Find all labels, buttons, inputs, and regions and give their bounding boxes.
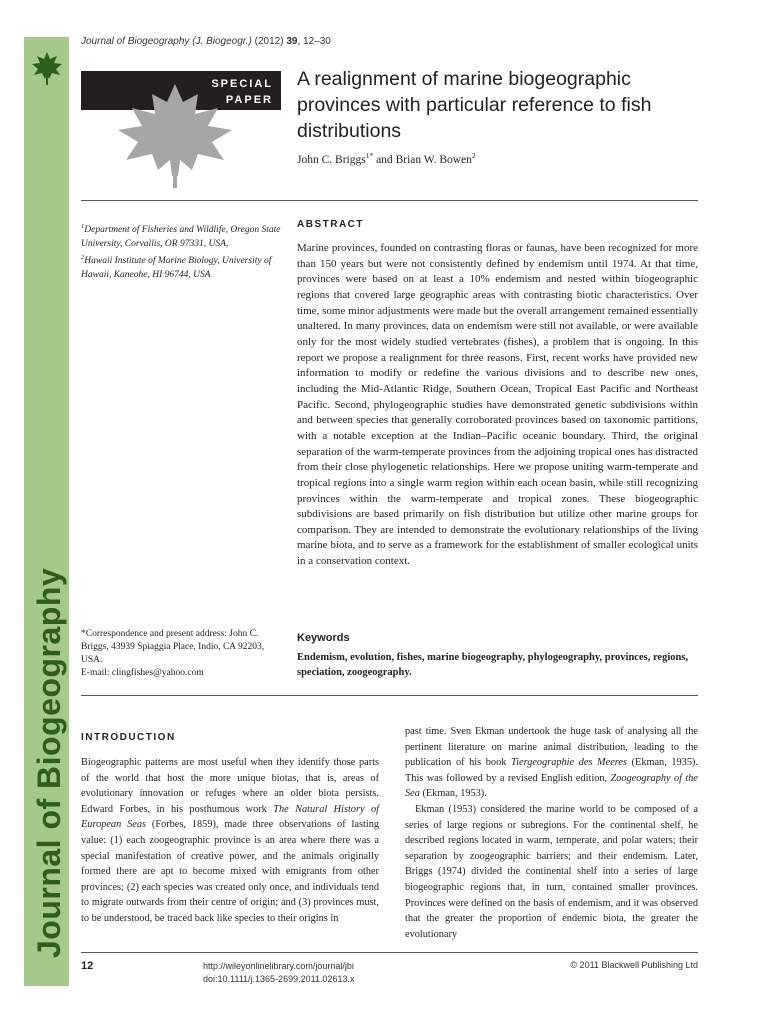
correspondence-email: E-mail: clingfishes@yahoo.com <box>81 668 204 678</box>
affiliation-1 <box>81 220 286 251</box>
page-number: 12 <box>81 960 94 972</box>
author-1-affiliation-mark: 1* <box>365 151 374 160</box>
author-connector: and <box>373 153 396 166</box>
body-column-left <box>81 755 379 927</box>
affiliation-1-text: Department of Fisheries and Wildlife, Oregon State University, Corvallis, OR 97331, USA, <box>81 225 281 250</box>
doi-link[interactable]: doi:10.1111/j.1365-2699.2011.02613.x <box>203 974 355 984</box>
keywords-heading: Keywords <box>297 632 350 644</box>
citation-year: (2012) <box>254 36 284 47</box>
footer-links <box>203 960 354 986</box>
journal-url-link[interactable]: http://wileyonlinelibrary.com/journal/jbi <box>203 961 354 971</box>
affiliation-1-mark: 1 <box>81 223 85 230</box>
intro-p1-text-a: Biogeographic patterns are most useful when they identify those parts of the world that host the more unique biotas, that is, areas of evolutionary innovation or refuges where an older biota persists. Edward Forbes, in his posthumous work <box>81 757 379 815</box>
citation-pages: , 12–30 <box>297 36 331 47</box>
intro-paragraph-1 <box>81 755 379 927</box>
maple-leaf-icon <box>100 80 250 190</box>
intro-p2-text-c: (Ekman, 1953). <box>419 788 487 800</box>
author-2: Brian W. Bowen <box>395 153 472 166</box>
affiliation-2-text: Hawaii Institute of Marine Biology, University of Hawaii, Kaneohe, HI 96744, USA <box>81 256 272 281</box>
correspondence-note <box>81 628 286 680</box>
journal-sidebar <box>24 37 69 986</box>
banner-line-2: PAPER <box>225 94 273 106</box>
affiliations <box>81 220 286 282</box>
intro-p2-text-a: past time. Sven Ekman undertook the huge task of analysing all the pertinent literature on marine animal distribution, leading to the publication of his book <box>405 726 698 769</box>
banner-line-1: SPECIAL <box>211 78 273 90</box>
article-title: A realignment of marine biogeographic provinces with particular reference to fish distributions <box>297 68 652 142</box>
affiliation-2 <box>81 251 286 282</box>
author-2-affiliation-mark: 2 <box>471 151 476 160</box>
intro-p2-text-b: (Ekman, 1935). This was followed by a revised English edition, <box>405 757 698 784</box>
citation-abbrev: (J. Biogeogr.) <box>192 36 252 47</box>
article-authors <box>297 151 476 166</box>
intro-paragraph-1-continued <box>405 724 698 802</box>
citation-volume: 39 <box>286 36 298 47</box>
intro-paragraph-2: Ekman (1953) considered the marine world to be composed of a series of large regions or subregions. For the continental shelf, he described regions located in warm, temperate, and polar waters; their separation by zoogeographic barriers; and their endemism. Later, Briggs (1974) divided the continental shelf into a series of large biogeographic regions that, in turn, contained smaller provinces. Provinces were defined on the basis of endemism, and it was observed that the greater the proportion of endemic biota, the greater the evolutionary <box>405 803 698 940</box>
abstract-divider <box>81 695 698 696</box>
introduction-heading: INTRODUCTION <box>81 732 176 743</box>
intro-p1-text-b: (Forbes, 1859), made three observations of lasting value: (1) each zoogeographic province is an area where there was a special manifestation of creative power, and the animals originally formed there are apt to become mixed with emigrants from other provinces; (2) each species was created only once, and individuals tend to migrate outwards from their centre of origin; and (3) provinces must, to be understood, be traced back like species to their origins in <box>81 819 379 924</box>
author-1: John C. Briggs <box>297 153 366 166</box>
copyright-notice: © 2011 Blackwell Publishing Ltd <box>570 960 698 970</box>
intro-p2-book-title-1: Tiergeographie des Meeres <box>510 757 627 769</box>
journal-sidebar-title: Journal of Biogeography <box>31 567 67 958</box>
abstract-heading: ABSTRACT <box>297 219 364 230</box>
intro-p1-book-title: The Natural History of European Seas <box>81 803 379 831</box>
footer-divider <box>81 952 698 953</box>
header-divider <box>81 200 698 201</box>
intro-p2-book-title-2: Zoogeography of the Sea <box>405 772 698 800</box>
citation-journal-name: Journal of Biogeography <box>81 36 190 47</box>
body-column-right <box>405 724 698 942</box>
abstract-body: Marine provinces, founded on contrasting floras or faunas, have been recognized for more than 150 years but were not consistently defined by endemism until 1974. At that time, provinces were based on at least a 10% endemism and nested within biogeographic regions that covered large geographic areas with contrasting biotic characteristics. Over time, some minor adjustments were made but the overall arrangement remained essentially unaltered. In many provinces, data on endemism were still not available, or were available only for the most widely studied vertebrates (fishes), a problem that is ongoing. In this report we propose a realignment for three reasons. First, recent works have provided new information to modify or redefine the various divisions and to describe new ones, including the Mid-Atlantic Ridge, Southern Ocean, Tropical East Pacific and Northeast Pacific. Second, phylogeographic studies have demonstrated genetic subdivisions within and between species that generally corroborated provinces based on taxonomic partitions, with a notable exception at the Indian–Pacific oceanic boundary. Third, the original separation of the warm-temperate provinces from the adjoining tropical ones has distracted from their close phylogenetic relationships. Here we propose uniting warm-temperate and tropical regions into a single warm region within each ocean basin, while still recognizing provinces within the warm-temperate and tropical zones. These biogeographic subdivisions are based primarily on fish distribution but utilize other marine groups for comparison. They are intended to demonstrate the evolutionary relationships of the living marine biota, and to serve as a framework for the establishment of smaller ecological units in a conservation context. <box>297 242 698 568</box>
journal-citation <box>81 36 331 47</box>
affiliation-2-mark: 2 <box>81 254 85 262</box>
leaf-logo-icon <box>30 50 64 86</box>
keywords-list: Endemism, evolution, fishes, marine biogeography, phylogeography, provinces, regions, speciation, zoogeography. <box>297 652 689 678</box>
correspondence-address: *Correspondence and present address: John C. Briggs, 43939 Spiaggia Place, Indio, CA 92203, USA. <box>81 629 265 665</box>
